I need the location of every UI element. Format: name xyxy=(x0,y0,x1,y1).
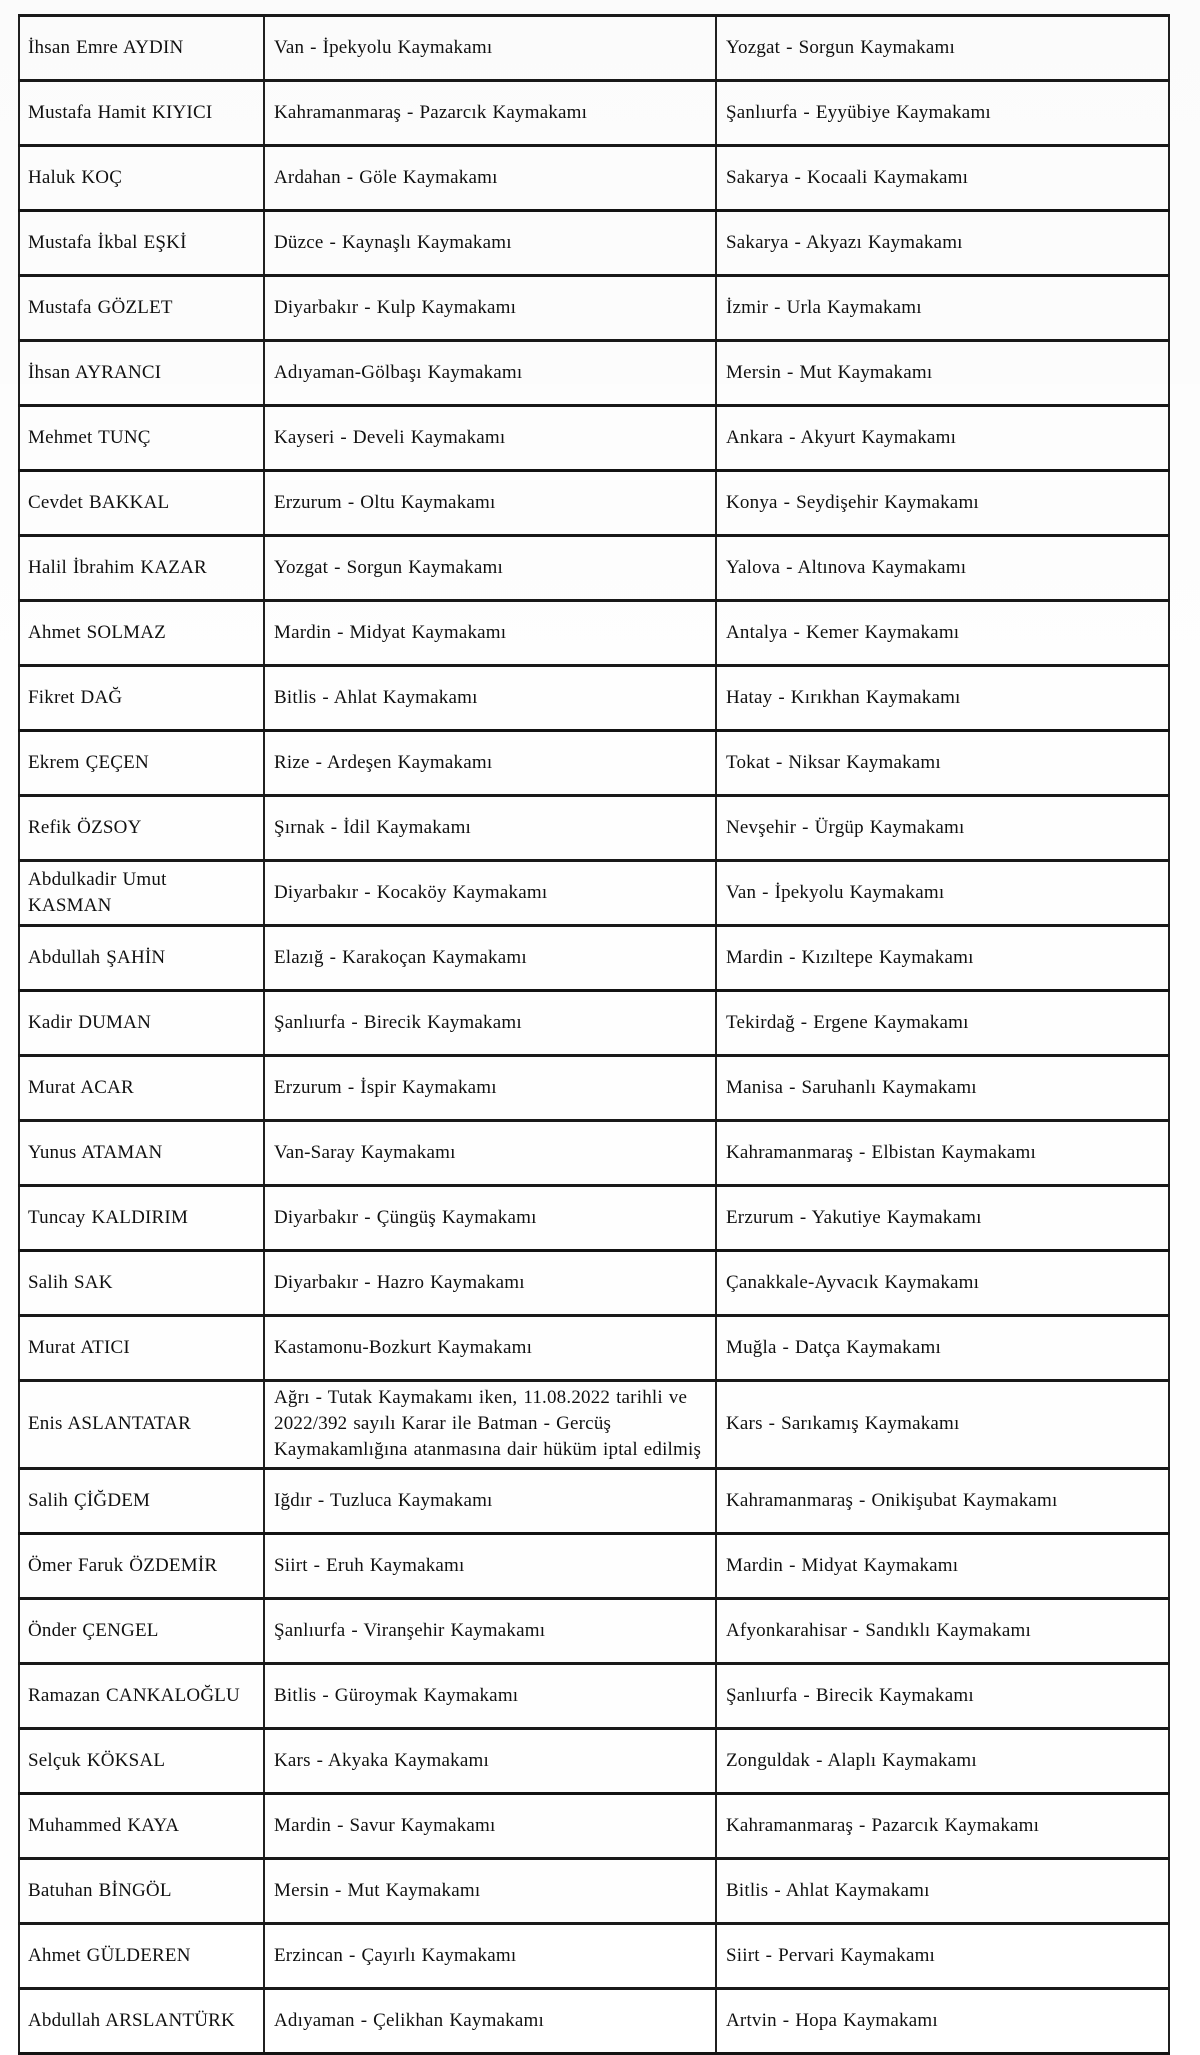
table-row xyxy=(19,341,1169,406)
table-row xyxy=(19,1598,1169,1663)
new-post-cell: Kars - Sarıkamış Kaymakamı xyxy=(716,1381,1169,1469)
new-post-cell: Konya - Seydişehir Kaymakamı xyxy=(716,471,1169,536)
new-post-cell: Kahramanmaraş - Onikişubat Kaymakamı xyxy=(716,1468,1169,1533)
new-post-cell: Van - İpekyolu Kaymakamı xyxy=(716,861,1169,926)
table-row xyxy=(19,146,1169,211)
previous-post-cell: Şanlıurfa - Viranşehir Kaymakamı xyxy=(264,1598,716,1663)
official-name-cell: Halil İbrahim KAZAR xyxy=(19,536,264,601)
official-name-cell: Enis ASLANTATAR xyxy=(19,1381,264,1469)
new-post-cell: Kahramanmaraş - Pazarcık Kaymakamı xyxy=(716,1793,1169,1858)
official-name-cell: İhsan Emre AYDIN xyxy=(19,16,264,81)
table-row xyxy=(19,1728,1169,1793)
new-post-cell: Kahramanmaraş - Elbistan Kaymakamı xyxy=(716,1121,1169,1186)
previous-post-cell: Kastamonu-Bozkurt Kaymakamı xyxy=(264,1316,716,1381)
new-post-cell: Zonguldak - Alaplı Kaymakamı xyxy=(716,1728,1169,1793)
table-row xyxy=(19,1251,1169,1316)
appointments-table-body xyxy=(19,16,1169,2054)
table-row xyxy=(19,536,1169,601)
official-name-cell: Ömer Faruk ÖZDEMİR xyxy=(19,1533,264,1598)
new-post-cell: Afyonkarahisar - Sandıklı Kaymakamı xyxy=(716,1598,1169,1663)
previous-post-cell: Adıyaman-Gölbaşı Kaymakamı xyxy=(264,341,716,406)
table-row xyxy=(19,16,1169,81)
previous-post-cell: Erzincan - Çayırlı Kaymakamı xyxy=(264,1923,716,1988)
new-post-cell: Çanakkale-Ayvacık Kaymakamı xyxy=(716,1251,1169,1316)
official-name-cell: Salih ÇİĞDEM xyxy=(19,1468,264,1533)
new-post-cell: Mersin - Mut Kaymakamı xyxy=(716,341,1169,406)
official-name-cell: Önder ÇENGEL xyxy=(19,1598,264,1663)
previous-post-cell: Bitlis - Güroymak Kaymakamı xyxy=(264,1663,716,1728)
table-row xyxy=(19,1381,1169,1469)
previous-post-cell: Diyarbakır - Hazro Kaymakamı xyxy=(264,1251,716,1316)
official-name-cell: Ekrem ÇEÇEN xyxy=(19,731,264,796)
new-post-cell: Siirt - Pervari Kaymakamı xyxy=(716,1923,1169,1988)
official-name-cell: Mustafa Hamit KIYICI xyxy=(19,81,264,146)
official-name-cell: Murat ATICI xyxy=(19,1316,264,1381)
official-name-cell: Ahmet GÜLDEREN xyxy=(19,1923,264,1988)
official-name-cell: Salih SAK xyxy=(19,1251,264,1316)
official-name-cell: Selçuk KÖKSAL xyxy=(19,1728,264,1793)
table-row xyxy=(19,1988,1169,2053)
official-name-cell: Batuhan BİNGÖL xyxy=(19,1858,264,1923)
table-row xyxy=(19,276,1169,341)
previous-post-cell: Van - İpekyolu Kaymakamı xyxy=(264,16,716,81)
new-post-cell: Yalova - Altınova Kaymakamı xyxy=(716,536,1169,601)
previous-post-cell: Yozgat - Sorgun Kaymakamı xyxy=(264,536,716,601)
table-row xyxy=(19,926,1169,991)
official-name-cell: Tuncay KALDIRIM xyxy=(19,1186,264,1251)
official-name-cell: Mustafa GÖZLET xyxy=(19,276,264,341)
new-post-cell: Erzurum - Yakutiye Kaymakamı xyxy=(716,1186,1169,1251)
official-name-cell: Ramazan CANKALOĞLU xyxy=(19,1663,264,1728)
official-name-cell: Mustafa İkbal EŞKİ xyxy=(19,211,264,276)
previous-post-cell: Diyarbakır - Kocaköy Kaymakamı xyxy=(264,861,716,926)
table-row xyxy=(19,406,1169,471)
new-post-cell: Nevşehir - Ürgüp Kaymakamı xyxy=(716,796,1169,861)
previous-post-cell: Mardin - Midyat Kaymakamı xyxy=(264,601,716,666)
table-row xyxy=(19,471,1169,536)
table-row xyxy=(19,1923,1169,1988)
new-post-cell: Sakarya - Akyazı Kaymakamı xyxy=(716,211,1169,276)
appointments-table xyxy=(18,14,1170,2055)
new-post-cell: Bitlis - Ahlat Kaymakamı xyxy=(716,1858,1169,1923)
table-row xyxy=(19,1793,1169,1858)
new-post-cell: Tokat - Niksar Kaymakamı xyxy=(716,731,1169,796)
new-post-cell: Mardin - Midyat Kaymakamı xyxy=(716,1533,1169,1598)
previous-post-cell: Bitlis - Ahlat Kaymakamı xyxy=(264,666,716,731)
table-row xyxy=(19,1533,1169,1598)
previous-post-cell: Iğdır - Tuzluca Kaymakamı xyxy=(264,1468,716,1533)
new-post-cell: Şanlıurfa - Birecik Kaymakamı xyxy=(716,1663,1169,1728)
table-row xyxy=(19,1468,1169,1533)
previous-post-cell: Erzurum - Oltu Kaymakamı xyxy=(264,471,716,536)
previous-post-cell: Kahramanmaraş - Pazarcık Kaymakamı xyxy=(264,81,716,146)
table-row xyxy=(19,861,1169,926)
official-name-cell: Yunus ATAMAN xyxy=(19,1121,264,1186)
previous-post-cell: Siirt - Eruh Kaymakamı xyxy=(264,1533,716,1598)
table-row xyxy=(19,1056,1169,1121)
previous-post-cell: Mardin - Savur Kaymakamı xyxy=(264,1793,716,1858)
official-name-cell: Abdullah ŞAHİN xyxy=(19,926,264,991)
new-post-cell: Antalya - Kemer Kaymakamı xyxy=(716,601,1169,666)
official-name-cell: Haluk KOÇ xyxy=(19,146,264,211)
previous-post-cell: Erzurum - İspir Kaymakamı xyxy=(264,1056,716,1121)
previous-post-cell: Elazığ - Karakoçan Kaymakamı xyxy=(264,926,716,991)
new-post-cell: Hatay - Kırıkhan Kaymakamı xyxy=(716,666,1169,731)
official-name-cell: Muhammed KAYA xyxy=(19,1793,264,1858)
official-name-cell: Murat ACAR xyxy=(19,1056,264,1121)
official-name-cell: Refik ÖZSOY xyxy=(19,796,264,861)
table-row xyxy=(19,1663,1169,1728)
official-name-cell: İhsan AYRANCI xyxy=(19,341,264,406)
previous-post-cell: Adıyaman - Çelikhan Kaymakamı xyxy=(264,1988,716,2053)
previous-post-cell: Rize - Ardeşen Kaymakamı xyxy=(264,731,716,796)
new-post-cell: Artvin - Hopa Kaymakamı xyxy=(716,1988,1169,2053)
previous-post-cell: Diyarbakır - Kulp Kaymakamı xyxy=(264,276,716,341)
table-row xyxy=(19,1121,1169,1186)
table-row xyxy=(19,666,1169,731)
new-post-cell: Yozgat - Sorgun Kaymakamı xyxy=(716,16,1169,81)
official-name-cell: Mehmet TUNÇ xyxy=(19,406,264,471)
official-name-cell: Cevdet BAKKAL xyxy=(19,471,264,536)
new-post-cell: İzmir - Urla Kaymakamı xyxy=(716,276,1169,341)
new-post-cell: Manisa - Saruhanlı Kaymakamı xyxy=(716,1056,1169,1121)
table-row xyxy=(19,796,1169,861)
previous-post-cell: Ardahan - Göle Kaymakamı xyxy=(264,146,716,211)
official-name-cell: Abdulkadir Umut KASMAN xyxy=(19,861,264,926)
table-row xyxy=(19,1186,1169,1251)
table-row xyxy=(19,1316,1169,1381)
official-name-cell: Kadir DUMAN xyxy=(19,991,264,1056)
table-row xyxy=(19,731,1169,796)
previous-post-cell: Kayseri - Develi Kaymakamı xyxy=(264,406,716,471)
table-row xyxy=(19,81,1169,146)
previous-post-cell: Düzce - Kaynaşlı Kaymakamı xyxy=(264,211,716,276)
new-post-cell: Şanlıurfa - Eyyübiye Kaymakamı xyxy=(716,81,1169,146)
new-post-cell: Mardin - Kızıltepe Kaymakamı xyxy=(716,926,1169,991)
previous-post-cell: Mersin - Mut Kaymakamı xyxy=(264,1858,716,1923)
new-post-cell: Muğla - Datça Kaymakamı xyxy=(716,1316,1169,1381)
previous-post-cell: Diyarbakır - Çüngüş Kaymakamı xyxy=(264,1186,716,1251)
new-post-cell: Ankara - Akyurt Kaymakamı xyxy=(716,406,1169,471)
previous-post-cell: Van-Saray Kaymakamı xyxy=(264,1121,716,1186)
official-name-cell: Fikret DAĞ xyxy=(19,666,264,731)
official-name-cell: Abdullah ARSLANTÜRK xyxy=(19,1988,264,2053)
new-post-cell: Tekirdağ - Ergene Kaymakamı xyxy=(716,991,1169,1056)
previous-post-cell: Şanlıurfa - Birecik Kaymakamı xyxy=(264,991,716,1056)
previous-post-cell: Ağrı - Tutak Kaymakamı iken, 11.08.2022 tarihli ve 2022/392 sayılı Karar ile Batman - Gercüş Kaymakamlığına atanmasına dair hüküm iptal edilmiş xyxy=(264,1381,716,1469)
official-name-cell: Ahmet SOLMAZ xyxy=(19,601,264,666)
table-row xyxy=(19,601,1169,666)
previous-post-cell: Kars - Akyaka Kaymakamı xyxy=(264,1728,716,1793)
previous-post-cell: Şırnak - İdil Kaymakamı xyxy=(264,796,716,861)
table-row xyxy=(19,991,1169,1056)
table-row xyxy=(19,211,1169,276)
table-row xyxy=(19,1858,1169,1923)
new-post-cell: Sakarya - Kocaali Kaymakamı xyxy=(716,146,1169,211)
